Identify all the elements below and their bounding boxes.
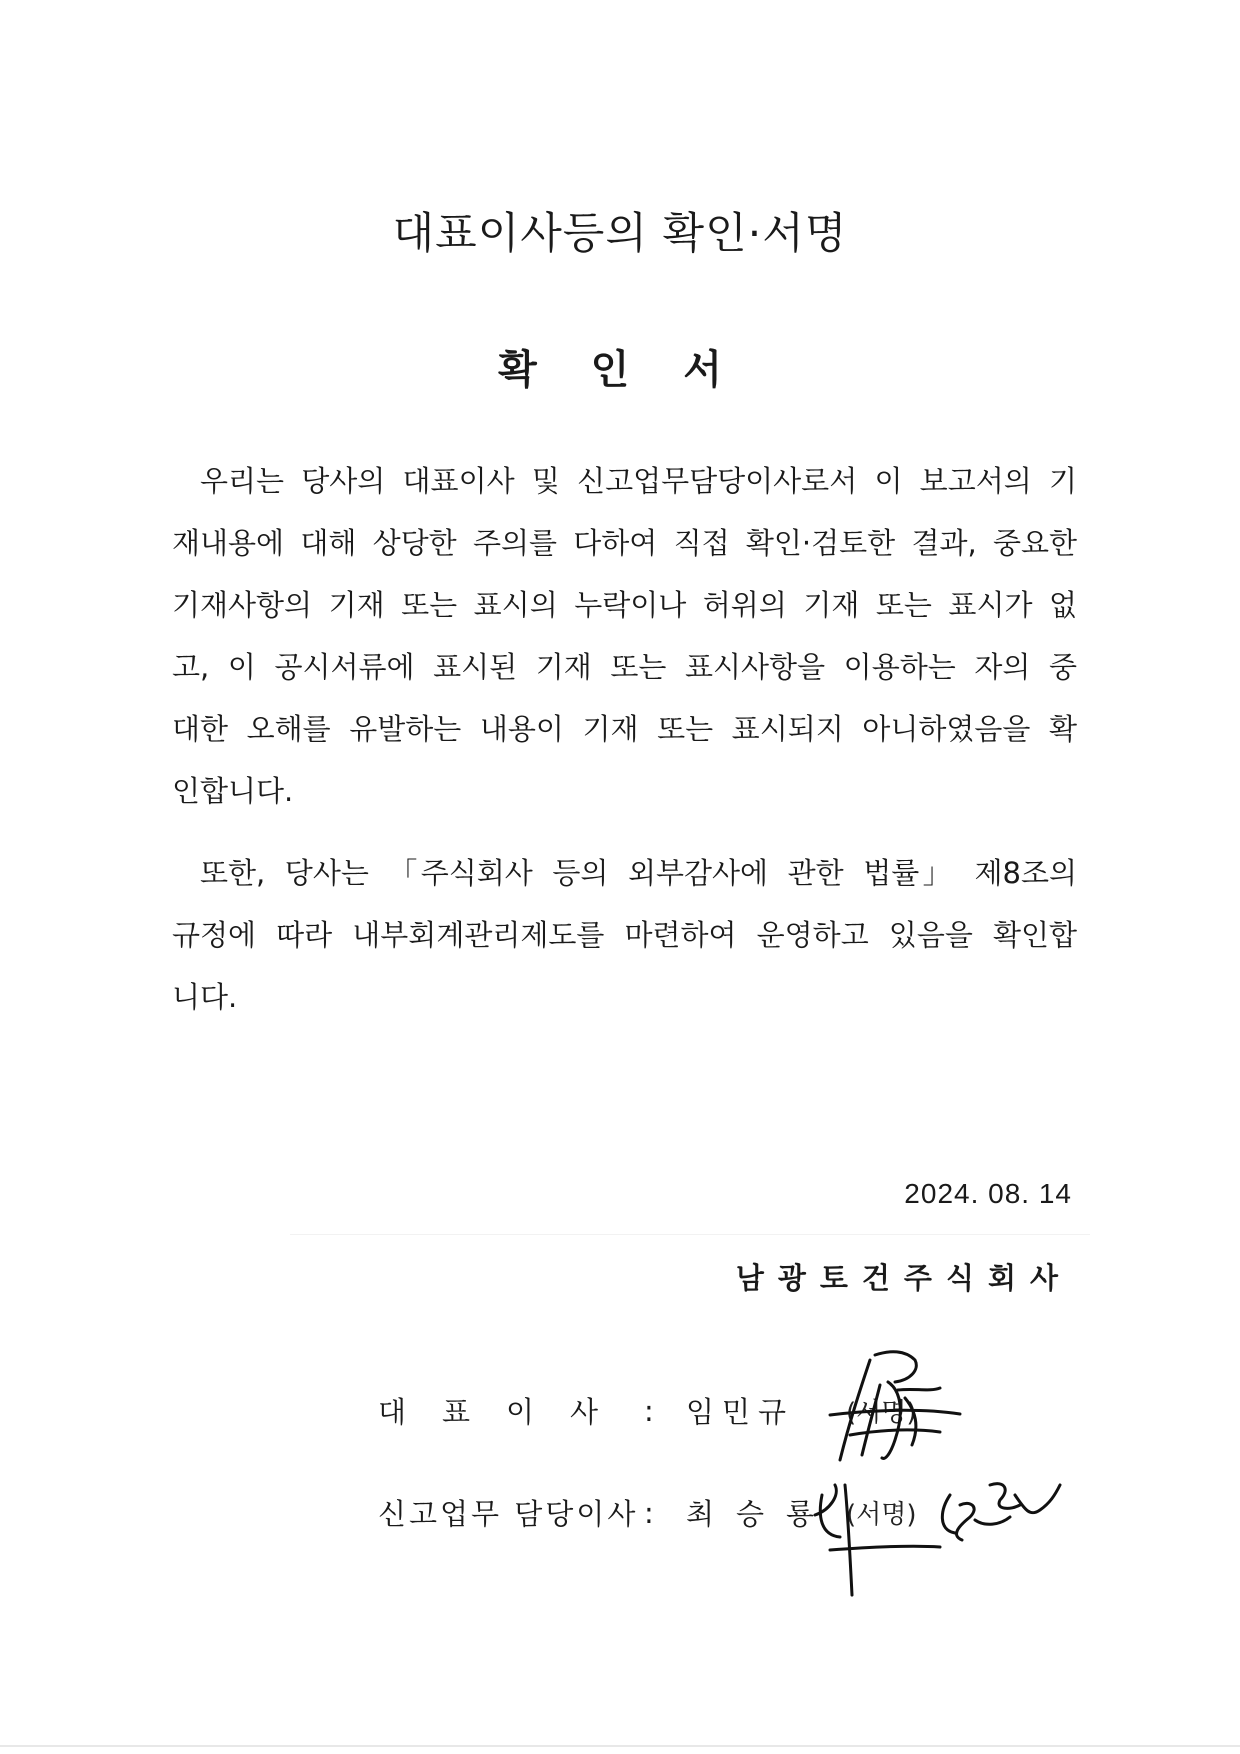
scan-artifact-line	[290, 1234, 1090, 1235]
internal-control-paragraph: 또한, 당사는 「주식회사 등의 외부감사에 관한 법률」 제8조의 규정에 따라 내부회계관리제도를 마련하여 운영하고 있음을 확인합니다.	[172, 856, 1077, 1014]
officer-name: 최승룡	[686, 1497, 837, 1531]
officer-colon: :	[644, 1495, 654, 1530]
page-bottom-edge	[0, 1745, 1240, 1747]
confirmation-paragraph: 우리는 당사의 대표이사 및 신고업무담당이사로서 이 보고서의 기재내용에 대해 상당한 주의를 다하여 직접 확인·검토한 결과, 중요한 기재사항의 기재 또는 표시의 누락이나 허위의 기재 또는 표시가 없고, 이 공시서류에 표시된 기재 또는 표시사항을 이용하는 자의 중대한 오해를 유발하는 내용이 기재 또는 표시되지 아니하였음을 확인합니다.	[172, 464, 1077, 808]
document-subtitle: 확 인 서	[498, 347, 742, 393]
ceo-name: 임민규	[686, 1395, 795, 1429]
company-name: 남광토건주식회사	[735, 1261, 1072, 1295]
officer-signature-mark: (서명)	[846, 1500, 917, 1530]
document-title: 대표이사등의 확인·서명	[392, 209, 848, 259]
document-date: 2024. 08. 14	[904, 1178, 1072, 1209]
ceo-colon: :	[644, 1393, 654, 1428]
ceo-signature-mark: (서명)	[846, 1398, 917, 1428]
ceo-role-label: 대표이사	[378, 1395, 635, 1429]
officer-role-label: 신고업무 담당이사	[378, 1497, 639, 1531]
officer-handwritten-signature	[810, 1455, 1070, 1600]
